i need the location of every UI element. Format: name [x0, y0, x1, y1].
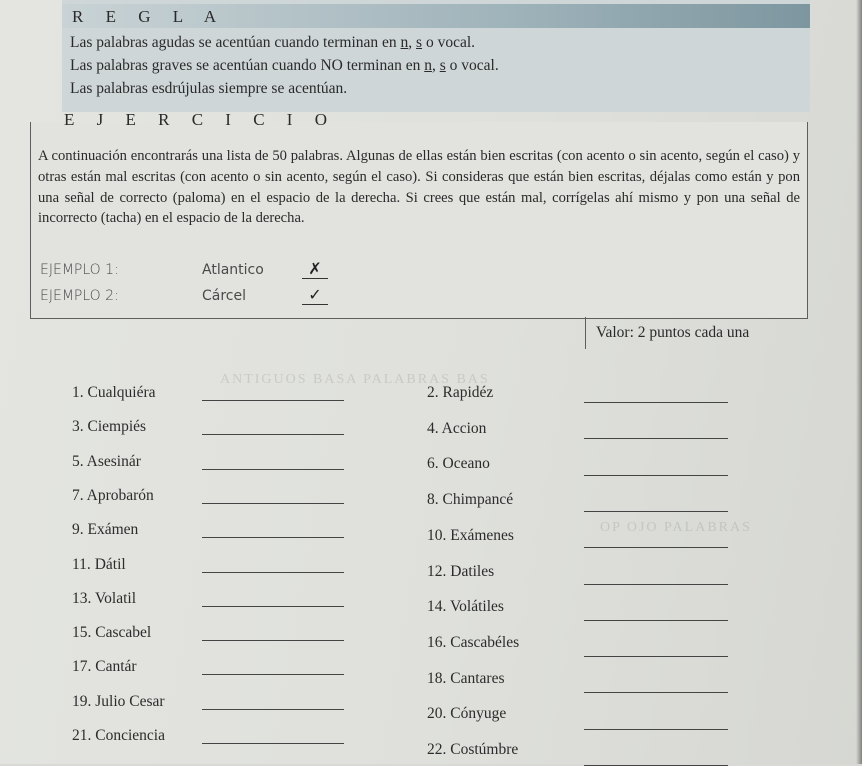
word-text: Costúmbre — [450, 741, 519, 758]
example-2-word: Cárcel — [202, 288, 247, 304]
word-item-9 — [72, 521, 138, 539]
word-text: Asesinár — [86, 452, 141, 470]
word-item-13 — [72, 590, 136, 608]
answer-blank-18[interactable] — [584, 692, 728, 693]
word-number: 3. — [72, 418, 84, 436]
word-text: Ciempiés — [87, 418, 147, 436]
word-item-11 — [72, 556, 126, 574]
word-text: Exámenes — [450, 526, 514, 544]
example-1-word: Atlantico — [202, 262, 264, 278]
word-item-5 — [72, 453, 141, 471]
word-item-1 — [72, 384, 156, 402]
regla-title: R E G L A — [72, 7, 226, 26]
answer-blank-20[interactable] — [584, 729, 728, 730]
word-item-16 — [427, 634, 519, 652]
word-item-15 — [72, 624, 151, 642]
answer-blank-16[interactable] — [584, 656, 728, 657]
word-item-21 — [72, 727, 165, 745]
word-number: 7. — [72, 486, 84, 504]
word-number: 6. — [427, 455, 439, 473]
word-text: Datiles — [450, 562, 495, 580]
word-number: 16. — [427, 633, 447, 651]
word-number: 21. — [72, 727, 92, 744]
word-item-19 — [72, 693, 165, 711]
word-number: 14. — [427, 598, 447, 616]
word-item-10 — [427, 527, 514, 545]
word-item-20 — [427, 705, 506, 723]
word-text: Cascabel — [95, 624, 152, 642]
word-number: 2. — [427, 384, 439, 401]
valor-box — [585, 317, 808, 349]
answer-blank-8[interactable] — [584, 511, 728, 512]
word-number: 4. — [427, 419, 439, 437]
word-text: Aprobarón — [86, 486, 154, 504]
example-1-cross-mark: ✗ — [302, 260, 328, 279]
answer-blank-12[interactable] — [584, 584, 728, 585]
word-item-4 — [427, 420, 486, 438]
regla-header — [62, 4, 810, 28]
answer-blank-17[interactable] — [202, 674, 344, 675]
word-item-18 — [427, 670, 504, 688]
answer-blank-2[interactable] — [584, 402, 728, 403]
answer-blank-19[interactable] — [202, 709, 344, 710]
word-number: 12. — [427, 562, 447, 580]
word-number: 19. — [72, 692, 92, 710]
word-item-14 — [427, 598, 504, 616]
answer-blank-13[interactable] — [202, 606, 344, 607]
word-text: Cualquiéra — [87, 384, 156, 401]
answer-blank-10[interactable] — [584, 547, 728, 548]
answer-blank-3[interactable] — [202, 434, 344, 435]
word-item-7 — [72, 487, 154, 505]
word-number: 9. — [72, 521, 84, 539]
example-2-check-mark: ✓ — [302, 286, 328, 305]
valor-text: Valor: 2 puntos cada una — [596, 324, 750, 341]
regla-line-2: Las palabras graves se acentúan cuando NO terminan en n, s o vocal. — [70, 57, 499, 74]
word-text: Cascabéles — [450, 633, 520, 651]
word-text: Cónyuge — [450, 705, 507, 723]
answer-blank-11[interactable] — [202, 572, 344, 573]
word-text: Cantares — [450, 669, 505, 687]
word-text: Cantár — [95, 658, 137, 676]
word-number: 1. — [72, 384, 84, 401]
word-item-12 — [427, 563, 494, 581]
word-item-22 — [427, 741, 518, 759]
answer-blank-21[interactable] — [202, 743, 344, 744]
regla-box — [62, 0, 810, 112]
answer-blank-4[interactable] — [584, 438, 728, 439]
answer-blank-6[interactable] — [584, 475, 728, 476]
worksheet-page: R E G L A Las palabras agudas se acentúan cuando terminan en n, s o vocal. Las palabras graves se acentúan cuando NO terminan en n, s o vocal. Las palabras esdrújulas siempre se acentúan. E J E R C I C I O A continuación encontrarás una lista de 50 palabras. Algunas de ellas están bien escritas (con acento o sin acento, según el caso) y otras están mal escritas (con acento o sin acento, según el caso). Si consideras que están bien escritas, déjalas como están y pon una señal de correcto (paloma) en el espacio de la derecha. Si crees que están mal, corrígelas ahí mismo y pon una señal de incorrecto (tacha) en el espacio de la derecha. EJEMPLO 1: Atlantico ✗ EJEMPLO 2: Cárcel ✓ Valor: 2 puntos cada una ANTIGUOS BASA PALABRAS BAS OP OJO PALABRAS 1. Cualquiéra 2. Rapidéz 3. Ciempiés 4. Accion 5. Asesinár 6. Oceano 7. Aprobarón 8. Chimpancé 9. Exámen 10. Exámenes 11. Dátil 12. Datiles 13. Volatil 14. Volátiles 15. Cascabel 16. Cascabéles 17. Cantár 18. Cantares 19. Julio Cesar 20. Cónyuge 21. Conciencia 22. Costúmbre — [0, 0, 862, 764]
word-text: Exámen — [87, 521, 139, 539]
answer-blank-9[interactable] — [202, 537, 344, 538]
word-number: 20. — [427, 705, 447, 723]
word-text: Rapidéz — [442, 384, 494, 401]
word-text: Accion — [441, 419, 487, 437]
word-item-17 — [72, 658, 137, 676]
word-item-6 — [427, 455, 490, 473]
word-text: Oceano — [442, 455, 490, 473]
word-text: Conciencia — [95, 727, 165, 744]
answer-blank-5[interactable] — [202, 469, 344, 470]
word-item-8 — [427, 491, 513, 509]
word-text: Volatil — [94, 589, 137, 607]
word-number: 17. — [72, 658, 92, 676]
example-2-label: EJEMPLO 2: — [40, 288, 119, 304]
word-item-2 — [427, 384, 493, 402]
word-text: Chimpancé — [442, 491, 514, 509]
ejercicio-instructions: A continuación encontrarás una lista de 50 palabras. Algunas de ellas están bien escritas (con acento o sin acento, según el caso) y otras están mal escritas (con acento o sin acento, según el caso). Si consideras que están bien escritas, déjalas como están y pon una señal de correcto (paloma) en el espacio de la derecha. Si crees que están mal, corrígelas ahí mismo y pon una señal de incorrecto (tacha) en el espacio de la derecha. — [38, 148, 800, 227]
answer-blank-15[interactable] — [202, 640, 344, 641]
word-number: 10. — [427, 526, 447, 544]
word-text: Dátil — [94, 555, 126, 573]
word-number: 15. — [72, 624, 92, 642]
word-number: 5. — [72, 452, 84, 470]
word-number: 18. — [427, 669, 447, 687]
word-number: 22. — [427, 741, 447, 758]
word-item-3 — [72, 418, 146, 436]
answer-blank-14[interactable] — [584, 620, 728, 621]
example-1-label: EJEMPLO 1: — [40, 262, 119, 278]
word-text: Volátiles — [449, 598, 504, 616]
word-number: 13. — [72, 589, 92, 607]
regla-line-3: Las palabras esdrújulas siempre se acentúan. — [70, 80, 348, 97]
word-number: 11. — [72, 555, 91, 573]
regla-line-1: Las palabras agudas se acentúan cuando terminan en n, s o vocal. — [70, 34, 476, 51]
word-text: Julio Cesar — [95, 692, 165, 710]
answer-blank-1[interactable] — [202, 400, 344, 401]
word-number: 8. — [427, 491, 439, 509]
ejercicio-title: E J E R C I C I O — [64, 110, 336, 129]
answer-blank-7[interactable] — [202, 503, 344, 504]
